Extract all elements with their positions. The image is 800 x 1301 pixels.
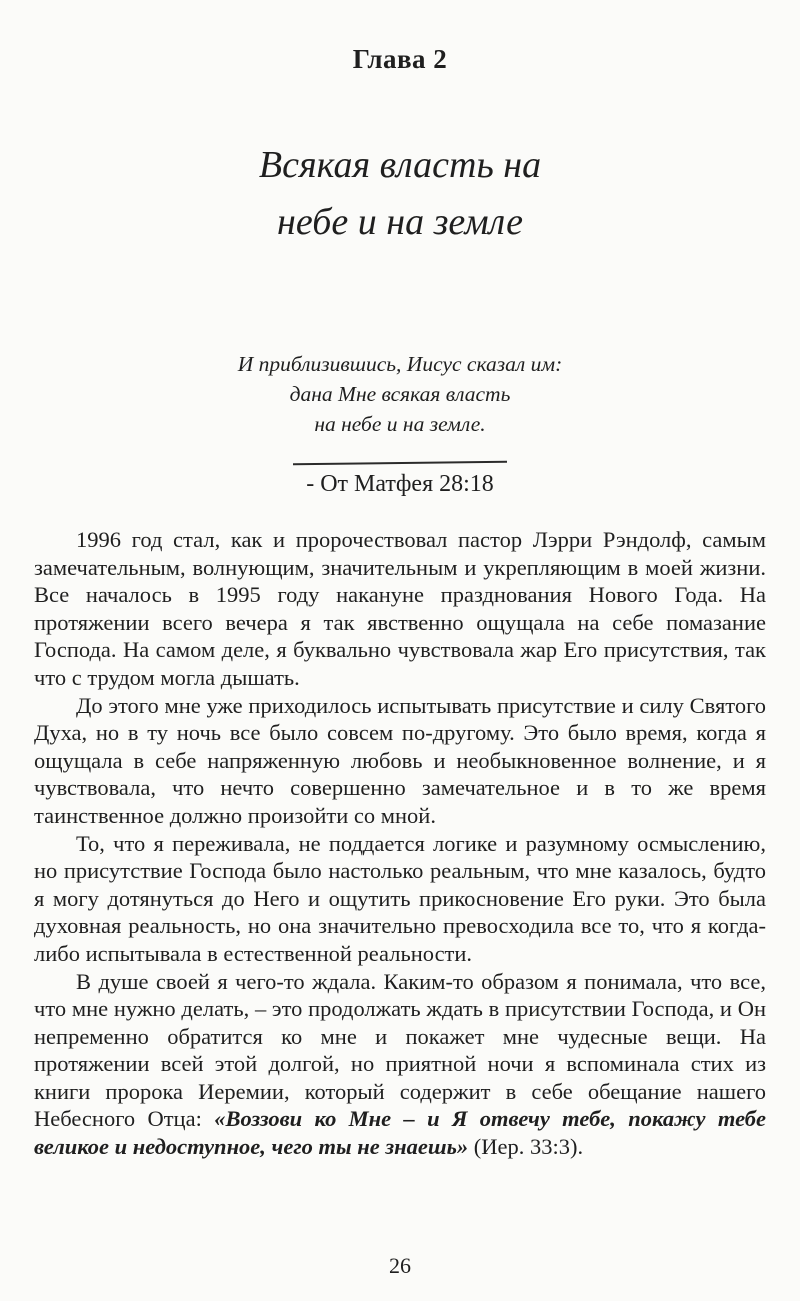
paragraph-4: [34, 968, 766, 1161]
epigraph-line-2: дана Мне всякая власть: [289, 382, 511, 406]
epigraph-divider: [293, 461, 507, 466]
scripture-quote: «Воззови ко Мне – и Я отвечу тебе, покажу тебе великое и недоступное, чего ты не знаешь»: [34, 1106, 766, 1160]
epigraph: [34, 349, 766, 439]
paragraph-2: До этого мне уже приходилось испытывать присутствие и силу Святого Духа, но в ту ночь все было совсем по-другому. Это было время, когда я ощущала в себе напряженную любовь и необыкновенное волнение, и я чувствовала, что нечто совершенно замечательное и в то же время таинственное должно произойти со мной.: [34, 692, 766, 828]
epigraph-citation: - От Матфея 28:18: [306, 471, 494, 497]
chapter-title-line-1: Всякая власть на: [258, 144, 542, 186]
page-number: 26: [389, 1253, 411, 1278]
paragraph-4-text: В душе своей я чего-то ждала. Каким-то образом я понимала, что все, что мне нужно делать, – это продолжать ждать в присутствии Господа, и Он непременно обратится ко мне и покажет мне чудесные вещи. На протяжении всей этой долгой, но приятной ночи я вспоминала стих из книги пророка Иеремии, который содержит в себе обещание нашего Небесного Отца:: [34, 968, 766, 1132]
chapter-title-line-2: небе и на земле: [277, 201, 523, 243]
chapter-heading: Глава 2: [352, 44, 448, 74]
body-text: [34, 526, 766, 1161]
epigraph-line-1: И приблизившись, Иисус сказал им:: [237, 352, 563, 376]
paragraph-3: То, что я переживала, не поддается логике и разумному осмыслению, но присутствие Господа было настолько реальным, что мне казалось, будто я могу дотянуться до Него и ощутить прикосновение Его руки. Это была духовная реальность, но она значительно превосходила все то, что я когда-либо испытывала в естественной реальности.: [34, 830, 766, 966]
scripture-reference: (Иер. 33:3).: [468, 1134, 584, 1160]
epigraph-line-3: на небе и на земле.: [314, 412, 486, 436]
paragraph-1: 1996 год стал, как и пророчествовал пастор Лэрри Рэндолф, самым замечательным, волнующим, значительным и укрепляющим в моей жизни. Все началось в 1995 году накануне празднования Нового Года. На протяжении всего вечера я так явственно ощущала на себе помазание Господа. На самом деле, я буквально чувствовала жар Его присутствия, так что с трудом могла дышать.: [34, 527, 766, 690]
chapter-title: [34, 137, 766, 251]
